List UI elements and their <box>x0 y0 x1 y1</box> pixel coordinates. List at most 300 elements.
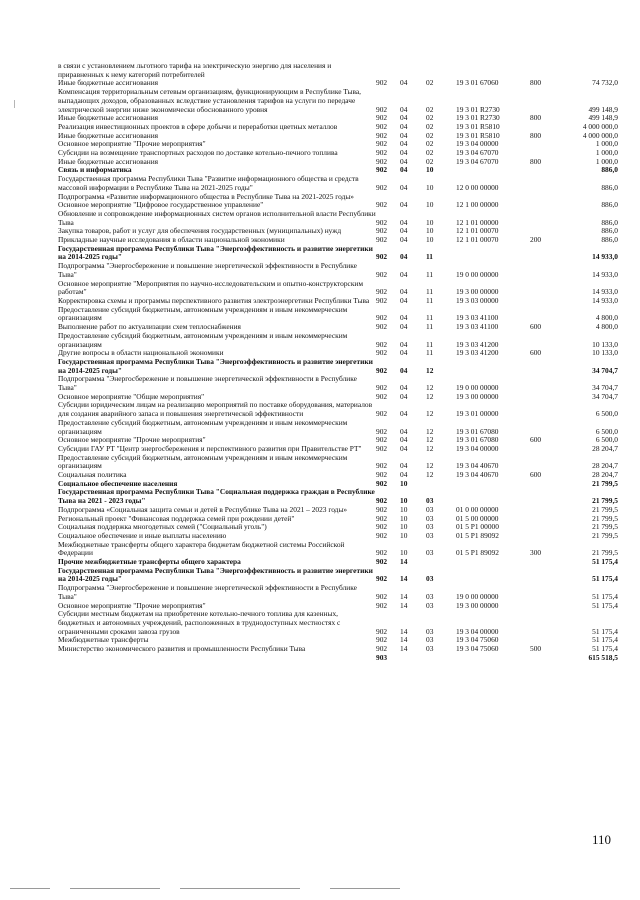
row-expense-type-cell <box>530 123 568 132</box>
row-name-cell: в связи с установлением льготного тарифа на электрическую энергию для населения и приравненных к нему категорий потребителей <box>58 62 332 79</box>
row-section-cell: 04 <box>400 409 408 419</box>
table-row <box>58 558 618 567</box>
row-ved-cell <box>376 193 400 202</box>
row-subsection-cell: 02 <box>426 104 434 114</box>
row-amount-cell: 14 933,0 <box>592 269 618 279</box>
row-target-article-cell: 01 5 P1 89092 <box>456 548 499 558</box>
row-ved-cell: 902 <box>376 514 388 523</box>
row-ved-cell: 902 <box>376 626 388 636</box>
row-section-cell: 04 <box>400 444 408 453</box>
row-expense-type-cell: 800 <box>530 114 542 123</box>
row-subsection-cell: 11 <box>426 313 434 323</box>
table-row <box>58 654 618 663</box>
row-expense-type-cell <box>530 636 568 645</box>
row-expense-type-cell <box>530 227 568 236</box>
row-subsection-cell: 11 <box>426 323 434 332</box>
row-section-cell: 04 <box>400 436 408 445</box>
row-name-cell: Государственная программа Республики Тыва "Развитие информационного общества и средств массовой информации в Республике Тыва на 2021-2025 годы" <box>58 175 359 192</box>
row-target-article-cell: 19 3 00 00000 <box>456 601 499 610</box>
row-ved-cell: 902 <box>376 131 388 140</box>
row-target-article-cell: 19 3 04 75060 <box>456 645 499 654</box>
row-expense-type-cell <box>530 506 568 515</box>
row-subsection-cell: 12 <box>426 365 434 375</box>
row-expense-type-cell <box>530 358 568 375</box>
row-name-cell <box>58 654 376 663</box>
row-ved-cell: 902 <box>376 182 388 192</box>
row-target-article-cell <box>456 558 530 567</box>
row-section-cell: 04 <box>400 339 408 349</box>
row-target-article-cell: 19 3 04 00000 <box>456 626 499 636</box>
row-section-cell: 04 <box>400 461 408 471</box>
row-section-cell: 04 <box>400 182 408 192</box>
row-subsection-cell: 11 <box>426 269 434 279</box>
row-section-cell: 10 <box>400 548 408 558</box>
row-subsection-cell: 02 <box>426 79 434 88</box>
row-section-cell: 14 <box>400 558 408 567</box>
row-subsection-cell: 03 <box>426 591 434 601</box>
scan-artifact-mark <box>14 100 15 108</box>
row-ved-cell: 902 <box>376 227 388 236</box>
row-expense-type-cell: 600 <box>530 323 542 332</box>
row-ved-cell: 902 <box>376 574 388 584</box>
row-target-article-cell: 19 3 01 R5810 <box>456 122 500 131</box>
row-target-article-cell <box>456 62 530 79</box>
row-ved-cell: 902 <box>376 365 388 375</box>
row-section-cell: 04 <box>400 157 408 166</box>
row-target-article-cell: 01 0 00 00000 <box>456 505 499 514</box>
row-amount-cell: 6 500,0 <box>595 426 618 436</box>
row-subsection-cell: 03 <box>426 626 434 636</box>
row-amount-cell: 21 799,5 <box>592 548 618 558</box>
row-section-cell: 04 <box>400 201 408 210</box>
table-row <box>58 610 618 636</box>
row-amount-cell: 21 799,5 <box>592 479 618 488</box>
row-name-cell: Основное мероприятие "Мероприятия по научно-исследовательским и опытно-конструкторским работам" <box>58 279 364 297</box>
row-ved-cell: 902 <box>376 201 388 210</box>
row-subsection-cell: 11 <box>426 287 434 297</box>
row-expense-type-cell <box>530 584 568 601</box>
table-row <box>58 158 618 167</box>
row-target-article-cell: 19 3 00 00000 <box>456 287 499 297</box>
row-amount-cell: 615 518,5 <box>588 653 618 662</box>
row-expense-type-cell <box>530 488 568 505</box>
row-target-article-cell: 19 3 03 41100 <box>456 323 499 332</box>
row-subsection-cell: 12 <box>426 461 434 471</box>
row-amount-cell: 4 000 000,0 <box>582 122 618 131</box>
row-section-cell: 10 <box>400 514 408 523</box>
row-name-cell: Основное мероприятие "Прочие мероприятия" <box>58 601 206 610</box>
row-target-article-cell: 19 3 01 R2730 <box>456 114 500 123</box>
row-expense-type-cell <box>530 306 568 323</box>
row-target-article-cell: 19 3 04 00000 <box>456 444 499 453</box>
row-expense-type-cell <box>530 332 568 349</box>
row-section-cell <box>400 193 426 202</box>
table-row <box>58 532 618 541</box>
table-row <box>58 471 618 480</box>
row-section-cell: 04 <box>400 269 408 279</box>
table-row <box>58 175 618 192</box>
row-amount-cell: 28 204,7 <box>592 471 618 480</box>
table-row <box>58 636 618 645</box>
table-row <box>58 541 618 558</box>
row-subsection-cell: 03 <box>426 548 434 558</box>
row-section-cell: 04 <box>400 166 408 175</box>
row-amount-cell: 499 148,9 <box>588 104 618 114</box>
page-number: 110 <box>592 832 612 847</box>
row-ved-cell: 902 <box>376 217 388 227</box>
table-row <box>58 454 618 471</box>
row-ved-cell: 902 <box>376 444 388 453</box>
row-expense-type-cell <box>530 393 568 402</box>
budget-table-body <box>58 62 618 663</box>
row-section-cell: 04 <box>400 227 408 236</box>
row-name-cell: Государственная программа Республики Тыва "Энергоэффективность и развитие энергетики на 2014-2025 годы" <box>58 566 373 584</box>
row-target-article-cell: 19 3 03 41200 <box>456 339 499 349</box>
table-row <box>58 349 618 358</box>
row-expense-type-cell <box>530 88 568 114</box>
row-name-cell: Предоставление субсидий бюджетным, автономным учреждениям и иным некоммерческим организациям <box>58 305 348 323</box>
row-target-article-cell: 19 3 01 67060 <box>456 79 499 88</box>
row-subsection-cell: 12 <box>426 436 434 445</box>
row-ved-cell: 902 <box>376 252 388 262</box>
row-amount-cell: 21 799,5 <box>592 505 618 514</box>
row-name-cell: Другие вопросы в области национальной экономики <box>58 349 224 358</box>
table-row <box>58 227 618 236</box>
row-subsection-cell: 10 <box>426 166 434 175</box>
row-subsection-cell: 10 <box>426 182 434 192</box>
row-amount-cell: 51 175,4 <box>592 645 618 654</box>
row-ved-cell: 902 <box>376 166 388 175</box>
row-expense-type-cell <box>530 602 568 611</box>
table-row <box>58 193 618 202</box>
row-ved-cell: 902 <box>376 339 388 349</box>
row-target-article-cell: 19 3 01 67080 <box>456 426 499 436</box>
row-expense-type-cell <box>530 558 568 567</box>
row-amount-cell: 51 175,4 <box>592 574 618 584</box>
row-expense-type-cell <box>530 280 568 297</box>
row-expense-type-cell <box>530 523 568 532</box>
row-amount-cell: 10 133,0 <box>592 349 618 358</box>
row-amount-cell: 10 133,0 <box>592 339 618 349</box>
row-section-cell: 14 <box>400 636 408 645</box>
row-expense-type-cell: 600 <box>530 471 542 480</box>
row-expense-type-cell <box>530 454 568 471</box>
row-amount-cell: 4 800,0 <box>595 323 618 332</box>
row-name-cell: Основное мероприятие "Общие мероприятия" <box>58 392 205 401</box>
row-expense-type-cell <box>530 297 568 306</box>
table-row <box>58 297 618 306</box>
table-row <box>58 123 618 132</box>
row-subsection-cell: 02 <box>426 140 434 149</box>
scan-artifact-line <box>70 888 160 889</box>
row-target-article-cell: 19 3 03 00000 <box>456 296 499 305</box>
row-amount-cell: 51 175,4 <box>592 601 618 610</box>
row-amount-cell: 21 799,5 <box>592 523 618 532</box>
row-amount-cell: 74 732,0 <box>592 79 618 88</box>
row-section-cell: 10 <box>400 479 408 488</box>
row-expense-type-cell: 200 <box>530 236 542 245</box>
budget-table <box>58 62 618 663</box>
row-subsection-cell <box>426 62 456 79</box>
row-target-article-cell <box>456 480 530 489</box>
row-expense-type-cell <box>530 245 568 262</box>
row-ved-cell: 902 <box>376 531 388 540</box>
table-row <box>58 480 618 489</box>
row-expense-type-cell <box>530 567 568 584</box>
row-subsection-cell: 03 <box>426 496 434 506</box>
row-name-cell: Прикладные научные исследования в области национальной экономики <box>58 236 285 245</box>
row-name-cell: Социальное обеспечение населения <box>58 479 178 488</box>
row-name-cell: Подпрограмма "Энергосбережение и повышение энергетической эффективности в Республике Тыва" <box>58 584 357 601</box>
row-amount-cell: 886,0 <box>601 166 618 175</box>
row-target-article-cell: 19 3 01 R5810 <box>456 131 500 140</box>
table-row <box>58 375 618 392</box>
row-section-cell: 04 <box>400 131 408 140</box>
row-ved-cell: 902 <box>376 79 388 88</box>
row-amount-cell: 1 000,0 <box>595 149 618 158</box>
table-row <box>58 445 618 454</box>
row-amount-cell: 886,0 <box>601 217 618 227</box>
row-ved-cell: 902 <box>376 296 388 305</box>
row-amount-cell: 34 704,7 <box>592 392 618 401</box>
row-name-cell: Иные бюджетные ассигнования <box>58 79 159 88</box>
row-target-article-cell: 12 1 00 00000 <box>456 201 499 210</box>
table-row <box>58 236 618 245</box>
row-name-cell: Иные бюджетные ассигнования <box>58 131 159 140</box>
row-section-cell <box>400 654 426 663</box>
row-expense-type-cell <box>530 210 568 227</box>
row-section-cell: 14 <box>400 601 408 610</box>
row-target-article-cell: 12 1 01 00070 <box>456 227 499 236</box>
row-section-cell: 04 <box>400 471 408 480</box>
row-section-cell: 04 <box>400 313 408 323</box>
row-target-article-cell: 19 3 03 41100 <box>456 313 499 323</box>
row-section-cell: 04 <box>400 323 408 332</box>
row-subsection-cell <box>426 480 456 489</box>
row-expense-type-cell <box>530 175 568 192</box>
scan-artifact-line <box>10 888 50 889</box>
row-expense-type-cell: 800 <box>530 131 542 140</box>
row-name-cell: Социальная поддержка многодетных семей ("Социальный уголь") <box>58 523 267 532</box>
row-target-article-cell: 19 3 01 R2730 <box>456 104 500 114</box>
row-section-cell: 04 <box>400 122 408 131</box>
row-name-cell: Предоставление субсидий бюджетным, автономным учреждениям и иным некоммерческим организациям <box>58 453 348 471</box>
row-subsection-cell: 10 <box>426 201 434 210</box>
row-name-cell: Реализация инвестиционных проектов в сфере добычи и переработки цветных металлов <box>58 122 338 131</box>
row-ved-cell: 902 <box>376 636 388 645</box>
row-section-cell: 04 <box>400 114 408 123</box>
row-ved-cell: 902 <box>376 157 388 166</box>
row-amount-cell: 21 799,5 <box>592 531 618 540</box>
row-section-cell: 10 <box>400 505 408 514</box>
row-amount-cell <box>568 62 618 79</box>
row-name-cell: Предоставление субсидий бюджетным, автономным учреждениям и иным некоммерческим организациям <box>58 418 348 436</box>
row-ved-cell: 902 <box>376 114 388 123</box>
row-expense-type-cell <box>530 401 568 418</box>
row-ved-cell: 902 <box>376 471 388 480</box>
row-target-article-cell <box>456 567 530 584</box>
table-row <box>58 62 618 79</box>
row-ved-cell: 902 <box>376 140 388 149</box>
row-ved-cell: 902 <box>376 505 388 514</box>
table-row <box>58 245 618 262</box>
row-target-article-cell <box>456 488 530 505</box>
row-section-cell: 04 <box>400 365 408 375</box>
table-row <box>58 419 618 436</box>
scan-artifact-line <box>180 888 300 889</box>
row-name-cell: Обновление и сопровождение информационных систем органов исполнительной власти Республики Тыва <box>58 209 376 227</box>
table-row <box>58 280 618 297</box>
row-subsection-cell: 03 <box>426 523 434 532</box>
row-expense-type-cell: 600 <box>530 436 542 445</box>
table-row <box>58 210 618 227</box>
row-ved-cell: 902 <box>376 236 388 245</box>
scan-artifact-line <box>330 888 400 889</box>
row-subsection-cell: 11 <box>426 252 433 262</box>
row-expense-type-cell <box>530 445 568 454</box>
row-expense-type-cell <box>530 262 568 279</box>
row-subsection-cell: 12 <box>426 471 434 480</box>
row-ved-cell: 902 <box>376 349 388 358</box>
row-amount-cell: 1 000,0 <box>595 157 618 166</box>
row-amount-cell: 4 800,0 <box>595 313 618 323</box>
row-amount-cell: 886,0 <box>601 182 618 192</box>
row-target-article-cell: 19 0 00 00000 <box>456 269 499 279</box>
row-subsection-cell: 12 <box>426 392 434 401</box>
row-subsection-cell: 02 <box>426 114 434 123</box>
row-target-article-cell: 19 3 01 67080 <box>456 436 499 445</box>
row-target-article-cell: 19 3 01 00000 <box>456 409 499 419</box>
row-target-article-cell: 12 1 01 00000 <box>456 217 499 227</box>
row-subsection-cell: 02 <box>426 122 434 131</box>
row-section-cell: 04 <box>400 426 408 436</box>
row-amount-cell <box>568 193 618 202</box>
table-row <box>58 149 618 158</box>
row-target-article-cell: 12 0 00 00000 <box>456 182 499 192</box>
row-target-article-cell: 19 3 04 67070 <box>456 157 499 166</box>
row-target-article-cell: 19 3 04 75060 <box>456 636 499 645</box>
table-row <box>58 602 618 611</box>
row-name-cell: Государственная программа Республики Тыва "Социальная поддержка граждан в Республике Тыва на 2021 - 2023 годы" <box>58 488 375 506</box>
row-expense-type-cell <box>530 166 568 175</box>
row-amount-cell: 21 799,5 <box>592 496 618 506</box>
row-amount-cell: 1 000,0 <box>595 140 618 149</box>
row-section-cell: 10 <box>400 523 408 532</box>
row-subsection-cell: 11 <box>426 349 434 358</box>
row-section-cell: 04 <box>400 236 408 245</box>
row-subsection-cell: 03 <box>426 636 434 645</box>
row-amount-cell: 499 148,9 <box>588 114 618 123</box>
table-row <box>58 645 618 654</box>
row-amount-cell: 51 175,4 <box>592 636 618 645</box>
row-target-article-cell: 19 3 04 40670 <box>456 471 499 480</box>
row-ved-cell: 902 <box>376 313 388 323</box>
row-expense-type-cell <box>530 419 568 436</box>
row-amount-cell: 14 933,0 <box>592 287 618 297</box>
row-name-cell: Закупка товаров, работ и услуг для обеспечения государственных (муниципальных) нужд <box>58 227 342 236</box>
row-target-article-cell: 19 3 04 40670 <box>456 461 499 471</box>
row-target-article-cell: 01 5 P1 89092 <box>456 531 499 540</box>
row-section-cell: 14 <box>400 574 408 584</box>
row-ved-cell: 902 <box>376 548 388 558</box>
row-expense-type-cell <box>530 193 568 202</box>
row-section-cell: 04 <box>400 287 408 297</box>
row-target-article-cell: 19 3 03 41200 <box>456 349 499 358</box>
row-subsection-cell <box>426 558 456 567</box>
row-ved-cell <box>376 62 400 79</box>
row-subsection-cell: 02 <box>426 149 434 158</box>
table-row <box>58 506 618 515</box>
row-ved-cell: 902 <box>376 461 388 471</box>
row-amount-cell: 34 704,7 <box>592 383 618 393</box>
row-subsection-cell: 03 <box>426 514 434 523</box>
row-expense-type-cell <box>530 532 568 541</box>
table-row <box>58 523 618 532</box>
row-ved-cell: 902 <box>376 409 388 419</box>
row-name-cell: Государственная программа Республики Тыва "Энергоэффективность и развитие энергетики на 2014-2025 годы" <box>58 244 373 262</box>
row-amount-cell: 21 799,5 <box>592 514 618 523</box>
row-name-cell: Основное мероприятие "Цифровое государственное управление" <box>58 201 264 210</box>
row-section-cell: 14 <box>400 645 408 654</box>
row-ved-cell: 902 <box>376 383 388 393</box>
row-expense-type-cell <box>530 201 568 210</box>
row-ved-cell: 902 <box>376 591 388 601</box>
row-amount-cell: 51 175,4 <box>592 591 618 601</box>
row-name-cell: Иные бюджетные ассигнования <box>58 157 159 166</box>
row-amount-cell: 886,0 <box>601 201 618 210</box>
row-subsection-cell: 10 <box>426 217 434 227</box>
row-name-cell: Подпрограмма «Развитие информационного общества в Республике Тыва на 2021-2025 годы» <box>58 192 354 201</box>
row-subsection-cell: 12 <box>426 444 434 453</box>
row-section-cell: 04 <box>400 149 408 158</box>
row-section-cell: 04 <box>400 217 408 227</box>
table-row <box>58 515 618 524</box>
table-row <box>58 584 618 601</box>
row-name-cell: Выполнение работ по актуализации схем теплоснабжения <box>58 323 241 332</box>
row-name-cell: Государственная программа Республики Тыва "Энергоэффективность и развитие энергетики на 2014-2025 годы" <box>58 357 373 375</box>
row-name-cell: Межбюджетные трансферты общего характера бюджетам бюджетной системы Российской Федерации <box>58 540 345 558</box>
row-subsection-cell: 03 <box>426 574 434 584</box>
row-amount-cell: 28 204,7 <box>592 444 618 453</box>
row-ved-cell: 902 <box>376 392 388 401</box>
row-ved-cell: 902 <box>376 479 388 488</box>
row-amount-cell: 4 000 000,0 <box>582 131 618 140</box>
row-name-cell: Субсидии местным бюджетам на приобретение котельно-печного топлива для казенных, бюджетных и автономных учреждений, расположенных в труднодоступных местностях с ограниченными сроками завоза грузов <box>58 610 341 636</box>
row-amount-cell: 6 500,0 <box>595 409 618 419</box>
row-section-cell: 10 <box>400 531 408 540</box>
row-expense-type-cell <box>530 149 568 158</box>
row-subsection-cell: 12 <box>426 383 434 393</box>
table-row <box>58 567 618 584</box>
row-subsection-cell: 03 <box>426 645 434 654</box>
table-row <box>58 114 618 123</box>
table-row <box>58 79 618 88</box>
table-row <box>58 488 618 505</box>
row-section-cell: 04 <box>400 349 408 358</box>
table-row <box>58 306 618 323</box>
row-name-cell: Связь и информатика <box>58 166 132 175</box>
row-amount-cell: 886,0 <box>601 227 618 236</box>
row-subsection-cell: 03 <box>426 601 434 610</box>
row-target-article-cell: 19 3 04 00000 <box>456 140 499 149</box>
row-expense-type-cell: 800 <box>530 157 542 166</box>
row-amount-cell: 14 933,0 <box>592 296 618 305</box>
row-amount-cell: 28 204,7 <box>592 461 618 471</box>
table-row <box>58 132 618 141</box>
table-row <box>58 358 618 375</box>
row-target-article-cell: 19 0 00 00000 <box>456 591 499 601</box>
row-name-cell: Социальная политика <box>58 471 127 480</box>
